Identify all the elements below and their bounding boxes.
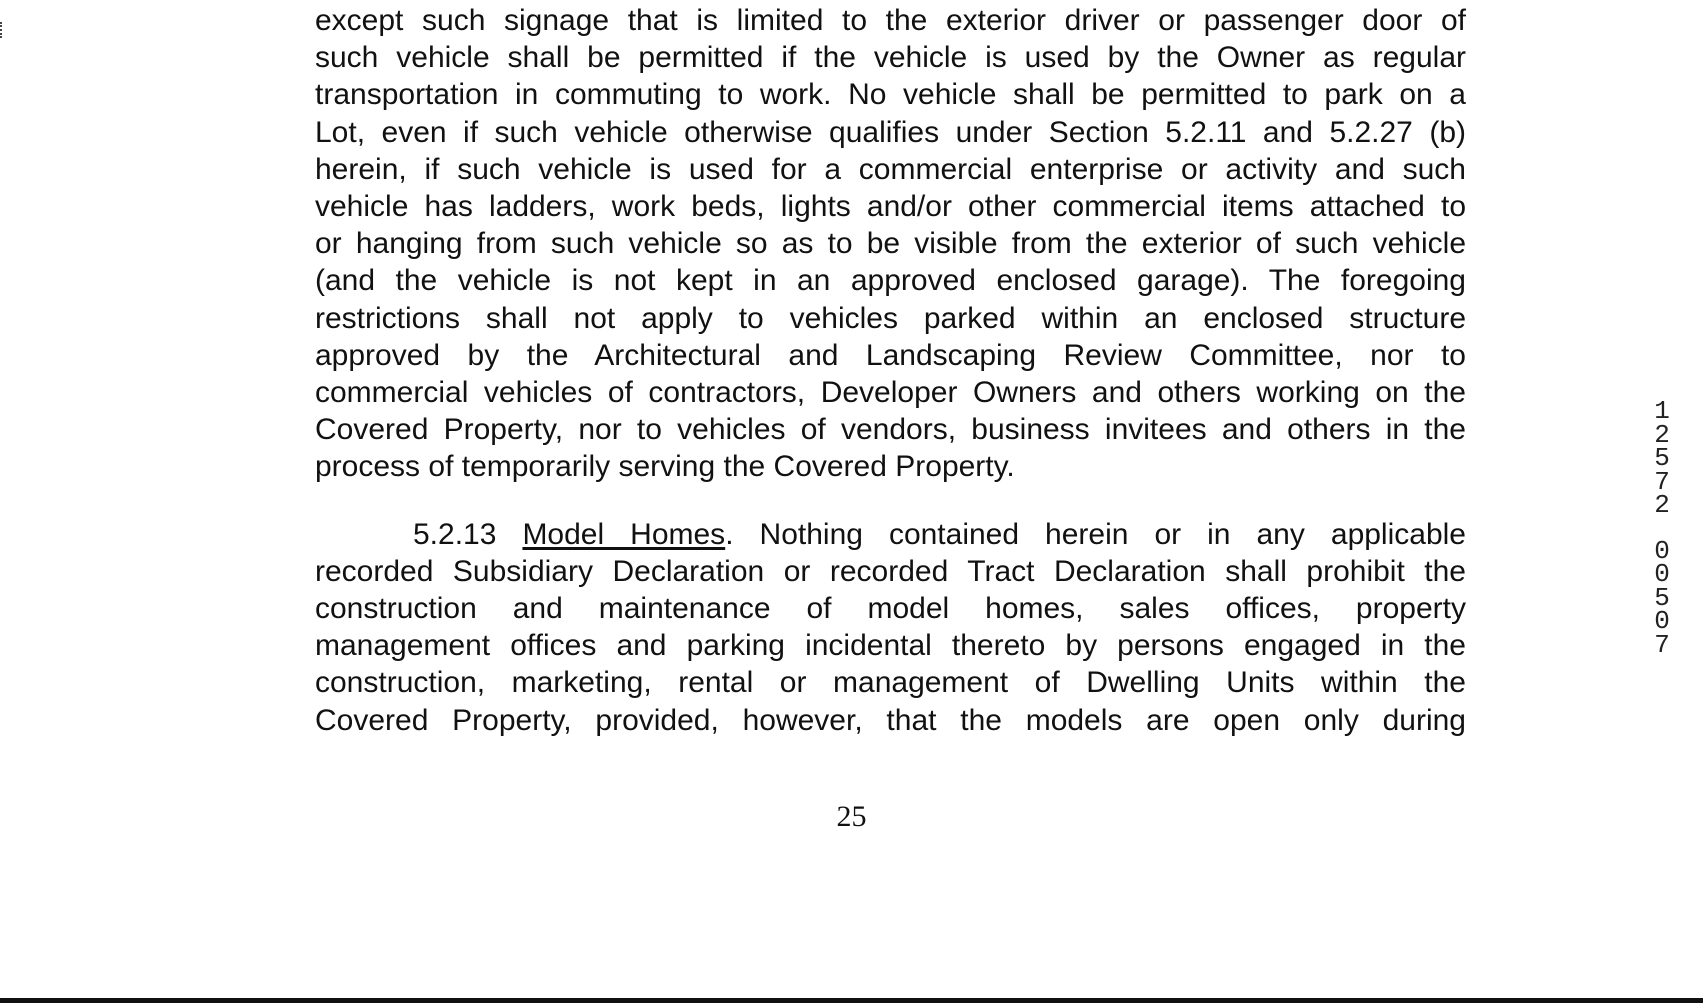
text-line: process of temporarily serving the Covered Property. xyxy=(315,450,1015,484)
text-line: herein, if such vehicle is used for a commercial enterprise or activity and such xyxy=(315,152,1466,186)
text-line: approved by the Architectural and Landscaping Review Committee, nor to xyxy=(315,338,1466,372)
stamp-digit: 0 xyxy=(1654,535,1670,566)
stamp-digit: 1 xyxy=(1654,396,1670,426)
text-line: construction and maintenance of model homes, sales offices, property xyxy=(315,592,1466,626)
stamp-digit: 2 xyxy=(1654,490,1670,520)
stamp-digit: 5 xyxy=(1654,443,1670,473)
section-first-line-text: . Nothing contained herein or in any applicable xyxy=(725,517,1466,551)
text-line: Covered Property, provided, however, that the models are open only during xyxy=(315,703,1466,737)
text-line: except such signage that is limited to the exterior driver or passenger door of xyxy=(315,4,1466,37)
recording-stamp xyxy=(1650,396,1674,660)
document-body xyxy=(315,2,1466,739)
text-line: Lot, even if such vehicle otherwise qualifies under Section 5.2.11 and 5.2.27 (b) xyxy=(315,115,1466,149)
paragraph-vehicle-restrictions xyxy=(315,2,1466,486)
text-line: transportation in commuting to work. No vehicle shall be permitted to park on a xyxy=(315,78,1466,112)
text-line: or hanging from such vehicle so as to be visible from the exterior of such vehicle xyxy=(315,227,1466,261)
page-number: 25 xyxy=(836,800,867,833)
stamp-digit: 0 xyxy=(1654,606,1670,636)
text-line: commercial vehicles of contractors, Developer Owners and others working on the xyxy=(315,376,1466,410)
scan-bottom-edge xyxy=(0,998,1703,1003)
stamp-digit: 2 xyxy=(1654,419,1670,450)
text-line: restrictions shall not apply to vehicles parked within an enclosed structure xyxy=(315,301,1466,335)
text-line: such vehicle shall be permitted if the vehicle is used by the Owner as regular xyxy=(315,41,1466,75)
stamp-digit: 7 xyxy=(1654,466,1670,497)
stamp-digit: 5 xyxy=(1654,582,1670,613)
text-line: Covered Property, nor to vehicles of vendors, business invitees and others in the xyxy=(315,413,1466,447)
stamp-digit: 0 xyxy=(1654,559,1670,589)
text-line: construction, marketing, rental or management of Dwelling Units within the xyxy=(315,666,1466,700)
text-line: management offices and parking incidental thereto by persons engaged in the xyxy=(315,629,1466,663)
section-number: 5.2.13 xyxy=(413,517,497,551)
section-heading: Model Homes xyxy=(522,517,726,551)
text-line: recorded Subsidiary Declaration or recorded Tract Declaration shall prohibit the xyxy=(315,554,1466,588)
section-first-line xyxy=(315,516,1466,553)
text-line: (and the vehicle is not kept in an approved enclosed garage). The foregoing xyxy=(315,264,1466,298)
paragraph-model-homes xyxy=(315,516,1466,739)
stamp-digit: 7 xyxy=(1654,629,1670,660)
text-line: vehicle has ladders, work beds, lights and/or other commercial items attached to xyxy=(315,190,1466,224)
margin-mark xyxy=(0,22,8,38)
